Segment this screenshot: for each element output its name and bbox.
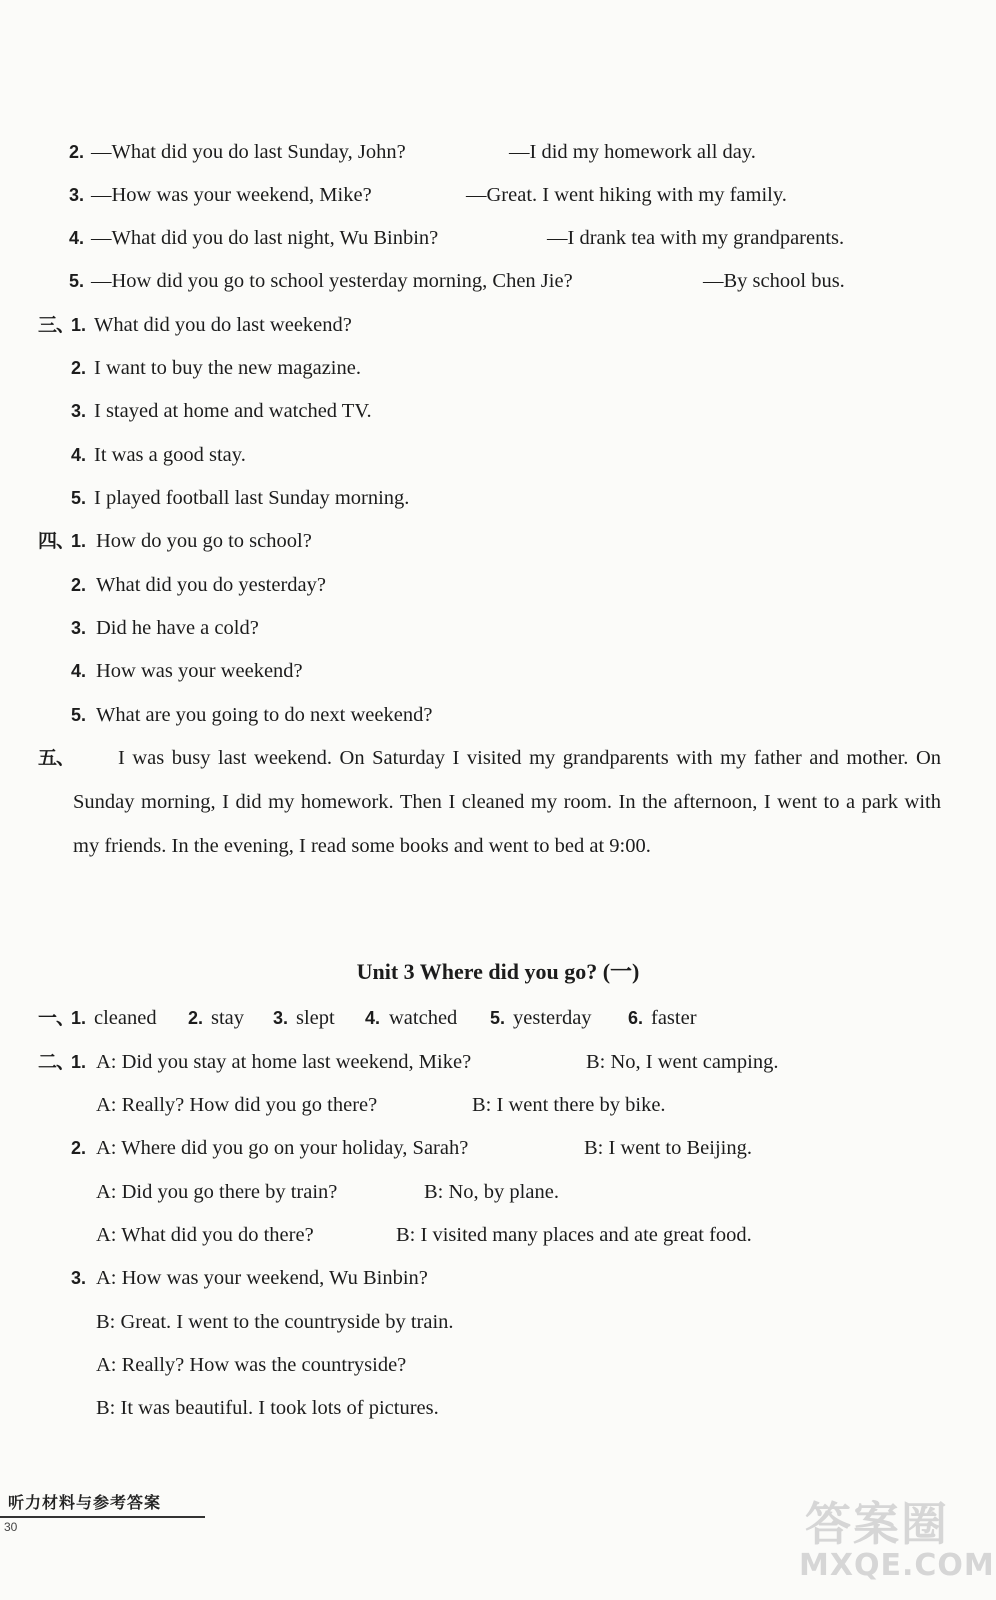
page-number: 30 — [4, 1520, 18, 1534]
watermark-url: MXQE.COM — [799, 1548, 995, 1583]
section-3-label: 三、 — [38, 314, 75, 336]
section-5-label: 五、 — [38, 747, 75, 769]
unit-section-1-label: 一、 — [38, 1007, 75, 1029]
watermark-logo — [795, 1488, 995, 1588]
document-page: 2. —What did you do last Sunday, John? —I did my homework all day. 3. —How was your weekend, Mike? —Great. I went hiking with my family. 4. —What did you do last night, Wu Binbin? —I drank tea with my grandparents. 5. —How did you go to school yesterday morning, Chen Jie? —By school bus. 三、 1. What did you do last weekend? 2. I want to buy the new magazine. 3. I stayed at home and watched TV. 4. It was a good stay. 5. I played football last Sunday morning. 四、 1. How do you go to school? 2. What did you do yesterday? 3. Did he have a cold? 4. How was your weekend? 5. What are you going to do next weekend? 五、 I was busy last weekend. On Saturday I visited my grandparents with my father and mother. On Sunday morning, I did my homework. Then I cleaned my room. In the afternoon, I went to a park with my friends. In the evening, I read some books and went to bed at 9:00. Unit 3 Where did you go? (一) 一、 1. cleaned 2. stay 3. slept 4. watched 5. yesterday 6. faster 二、 1. A: Did you stay at home last weekend, Mike? B: No, I went camping. A: Really? How did you go there? B: I went there by bike. 2. A: Where did you go on your holiday, Sarah? B: I went to Beijing. A: Did you go there by train? B: No, by plane. A: What did you do there? B: I visited many places and ate great food. 3. A: How was your weekend, Wu Binbin? B: Great. I went to the countryside by train. A: Really? How was the countryside? B: It was beautiful. I took lots of pictures. 听力材料与参考答案 30 答案圈 MXQE.COM — [0, 0, 996, 1600]
watermark-main: 答案圈 — [805, 1497, 949, 1551]
unit-heading: Unit 3 Where did you go? (一) — [356, 959, 640, 984]
footer-title: 听力材料与参考答案 — [8, 1493, 162, 1512]
footer-rule — [0, 1516, 205, 1518]
section-4-label: 四、 — [38, 530, 75, 552]
section-5-paragraph: I was busy last weekend. On Saturday I visited my grandparents with my father and mother. On Sunday morning, I did my homework. Then I cleaned my room. In the afternoon, I went to a park with my friends. In the evening, I read some books and went to bed at 9:00. — [73, 747, 941, 857]
unit-section-2-label: 二、 — [38, 1051, 75, 1073]
